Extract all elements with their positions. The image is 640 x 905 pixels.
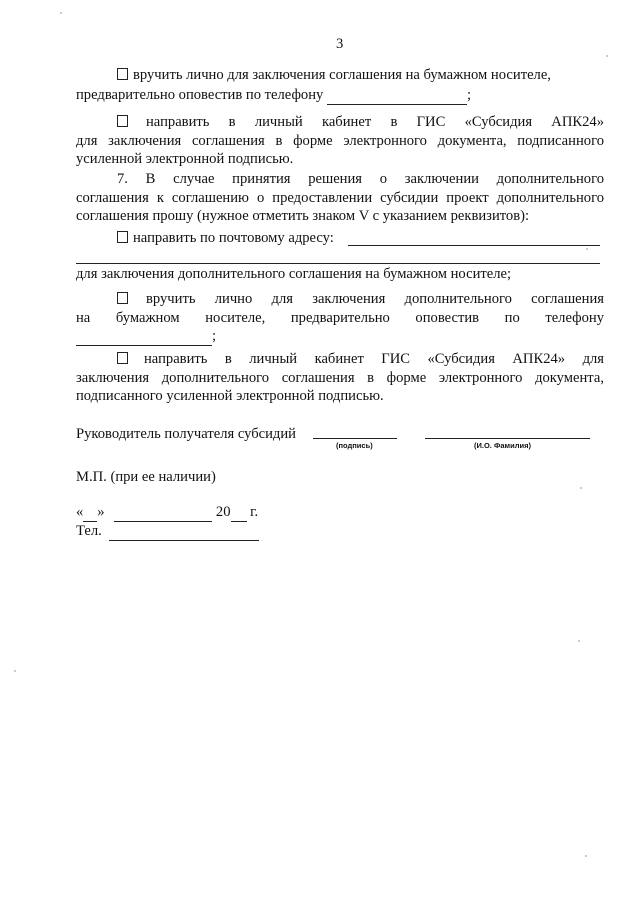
- checkbox[interactable]: [117, 68, 128, 80]
- name-caption: (И.О. Фамилия): [474, 441, 531, 450]
- scan-speck: [578, 640, 580, 642]
- option-text-line: для заключения дополнительного соглашения на бумажном носителе;: [76, 266, 512, 282]
- scan-speck: [585, 855, 587, 857]
- option-text-line: направить по почтовому адресу:: [133, 230, 334, 246]
- month-blank[interactable]: [114, 503, 212, 522]
- option-text-line: для заключения соглашения в форме электронного документа, подписанного: [76, 133, 604, 149]
- scan-speck: [580, 487, 582, 489]
- punctuation: ;: [466, 87, 472, 103]
- close-quote: »: [97, 504, 105, 520]
- phone-blank[interactable]: [327, 86, 467, 105]
- address-blank-line-2[interactable]: [76, 263, 600, 264]
- year-suffix: г.: [250, 504, 259, 520]
- item-text-line: соглашения прошу (нужное отметить знаком V с указанием реквизитов):: [76, 208, 530, 224]
- page-number: 3: [336, 36, 344, 52]
- option-text-line: на бумажном носителе, предварительно оповестив по телефону: [76, 310, 604, 326]
- option-text-line: предварительно оповестив по телефону: [76, 87, 324, 103]
- date-line: [76, 503, 258, 522]
- option-text-line: направить в личный кабинет в ГИС «Субсидия АПК24»: [146, 114, 604, 130]
- signature-caption: (подпись): [336, 441, 373, 450]
- scan-speck: [14, 670, 16, 672]
- item-text-line: 7. В случае принятия решения о заключении дополнительного: [117, 171, 604, 187]
- option-text-line: усиленной электронной подписью.: [76, 151, 294, 167]
- phone-blank[interactable]: [109, 522, 259, 541]
- year-prefix: 20: [215, 504, 231, 520]
- phone-blank[interactable]: [76, 327, 212, 346]
- checkbox[interactable]: [117, 292, 128, 304]
- phone-line: [76, 522, 259, 541]
- checkbox[interactable]: [117, 115, 128, 127]
- signature-label: Руководитель получателя субсидий: [76, 426, 296, 442]
- option-text-line: вручить лично для заключения дополнительного соглашения: [146, 291, 604, 307]
- option-text-line: вручить лично для заключения соглашения на бумажном носителе,: [133, 67, 551, 83]
- phone-label: Тел.: [76, 523, 102, 539]
- checkbox[interactable]: [117, 352, 128, 364]
- punctuation: ;: [212, 328, 217, 344]
- item-text-line: соглашения к соглашению о предоставлении субсидии проект дополнительного: [76, 190, 604, 206]
- signature-blank[interactable]: [313, 438, 397, 439]
- day-blank[interactable]: [83, 503, 97, 522]
- name-blank[interactable]: [425, 438, 590, 439]
- scan-speck: [606, 55, 608, 57]
- stamp-label: М.П. (при ее наличии): [76, 469, 216, 485]
- year-blank[interactable]: [231, 503, 247, 522]
- option-text-line: заключения дополнительного соглашения в форме электронного документа,: [76, 370, 604, 386]
- open-quote: «: [76, 504, 84, 520]
- checkbox[interactable]: [117, 231, 128, 243]
- option-text-line: направить в личный кабинет ГИС «Субсидия АПК24» для: [144, 351, 604, 367]
- address-blank[interactable]: [348, 245, 600, 246]
- scan-speck: [586, 248, 588, 250]
- option-text-line: подписанного усиленной электронной подписью.: [76, 388, 384, 404]
- scan-speck: [60, 12, 62, 14]
